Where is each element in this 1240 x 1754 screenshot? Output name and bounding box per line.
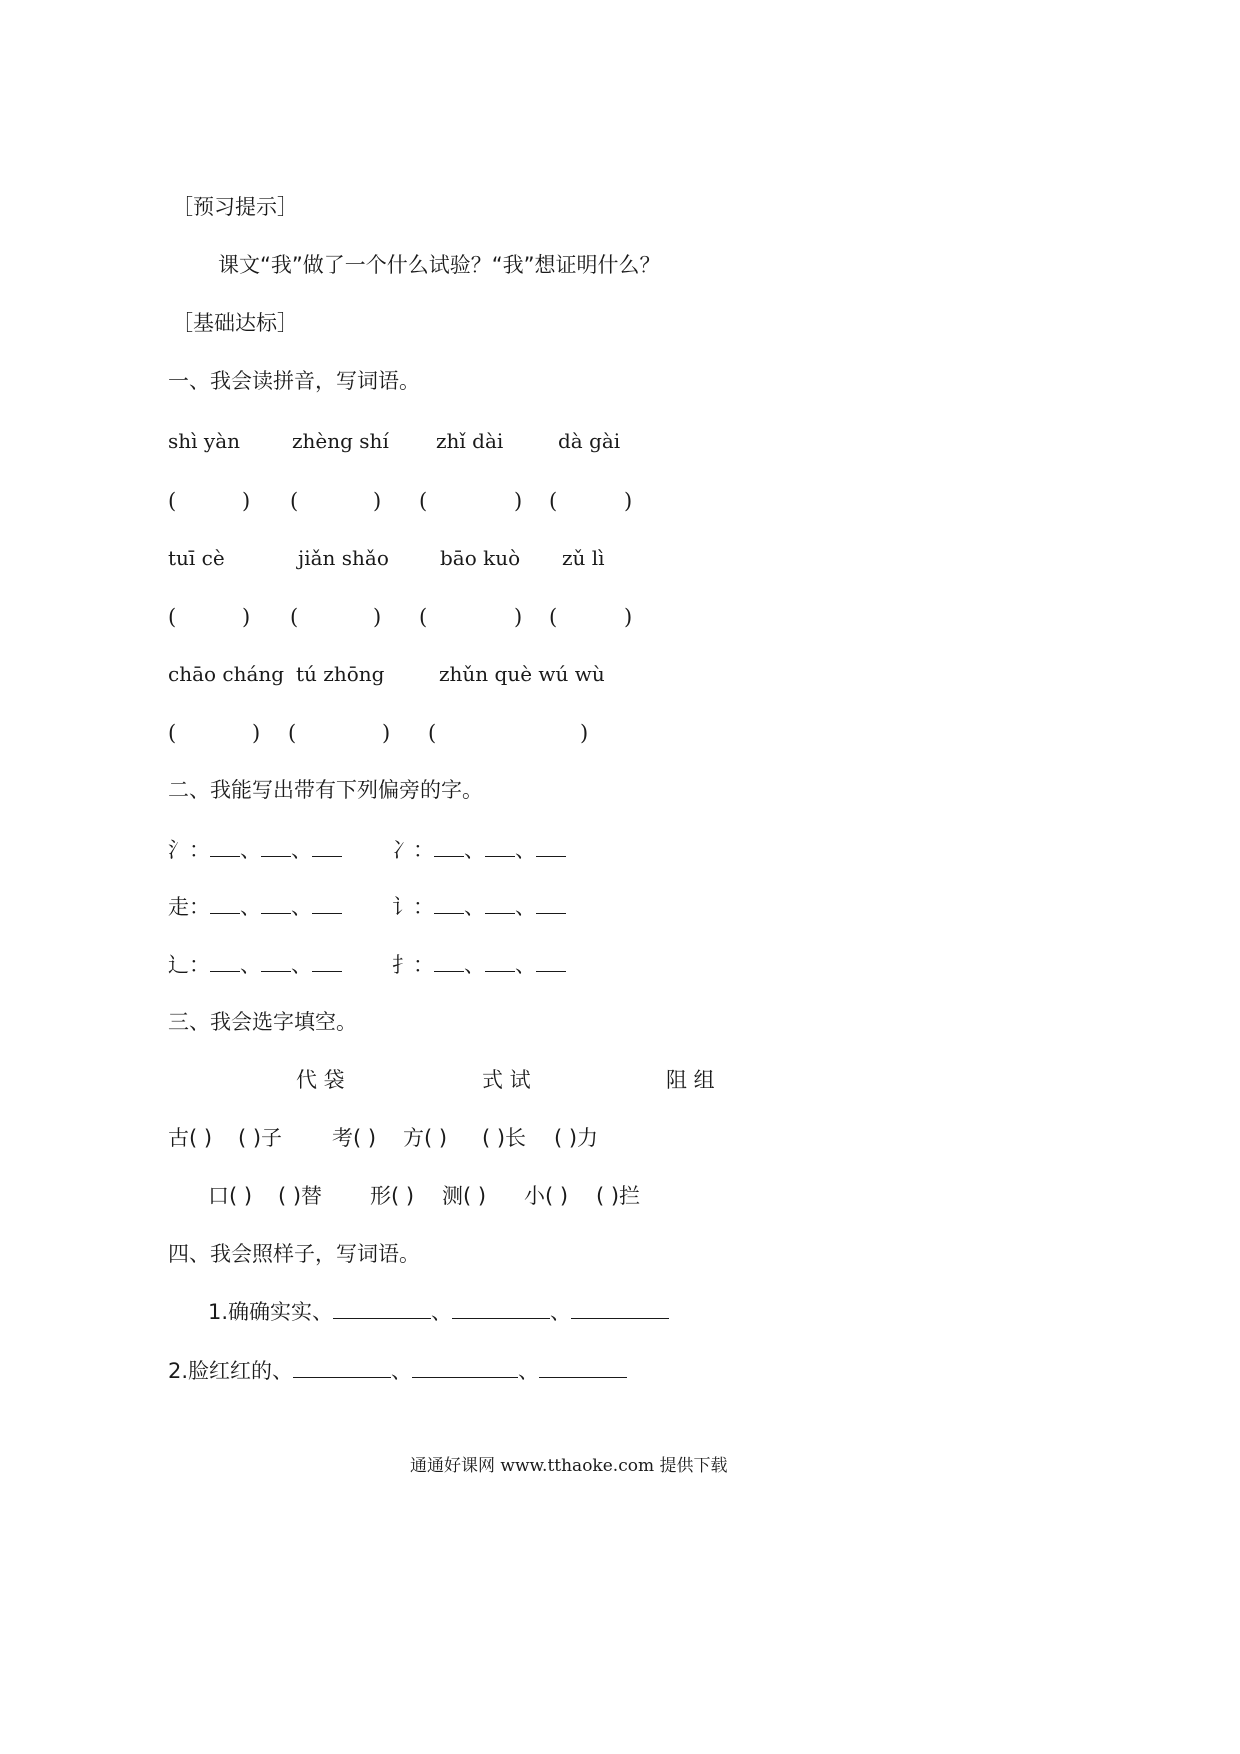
blank-line[interactable] <box>485 893 515 914</box>
pinyin: chāo cháng <box>168 662 285 686</box>
blank-line[interactable] <box>293 1357 391 1378</box>
answer-close: ) <box>514 489 523 513</box>
blank-line[interactable] <box>434 951 464 972</box>
pinyin: zhèng shí <box>292 429 389 453</box>
blank-line[interactable] <box>434 836 464 857</box>
answer-open: ( <box>288 721 297 745</box>
q4-title: 四、我会照样子，写词语。 <box>168 1242 420 1266</box>
q1-title: 一、我会读拼音，写词语。 <box>168 369 420 393</box>
blank-line[interactable] <box>261 893 291 914</box>
blank-line[interactable] <box>452 1298 550 1319</box>
separator: 、 <box>464 895 485 919</box>
blank-line[interactable] <box>312 893 342 914</box>
blank-line[interactable] <box>261 951 291 972</box>
radical-label: 讠： <box>392 895 434 919</box>
blank-line[interactable] <box>210 893 240 914</box>
pinyin: tuī cè <box>168 546 225 570</box>
fill-item[interactable]: 口( ) <box>208 1184 253 1208</box>
q3-title: 三、我会选字填空。 <box>168 1010 357 1034</box>
answer-close: ) <box>373 605 382 629</box>
pinyin: tú zhōng <box>296 662 385 686</box>
pinyin: shì yàn <box>168 429 241 453</box>
radical-label: 扌： <box>392 953 434 977</box>
answer-open: ( <box>168 721 177 745</box>
answer-close: ) <box>242 605 251 629</box>
answer-open: ( <box>290 489 299 513</box>
radical-label: 冫： <box>392 838 434 862</box>
blank-line[interactable] <box>485 951 515 972</box>
choice-pair: 阻 组 <box>666 1068 715 1092</box>
fill-item[interactable]: ( )替 <box>278 1184 323 1208</box>
separator: 、 <box>550 1300 572 1324</box>
blank-line[interactable] <box>539 1357 627 1378</box>
blank-line[interactable] <box>571 1298 669 1319</box>
answer-close: ) <box>373 489 382 513</box>
separator: 、 <box>431 1300 453 1324</box>
pattern-row <box>208 1298 669 1326</box>
answer-open: ( <box>549 605 558 629</box>
answer-close: ) <box>624 605 633 629</box>
answer-close: ) <box>252 721 261 745</box>
blank-line[interactable] <box>485 836 515 857</box>
separator: 、 <box>240 838 261 862</box>
pinyin: zhǐ dài <box>436 429 504 453</box>
fill-item[interactable]: 方( ) <box>403 1126 448 1150</box>
pattern-example: 1.确确实实、 <box>208 1300 334 1324</box>
fill-item[interactable]: 古( ) <box>168 1126 213 1150</box>
fill-item[interactable]: ( )子 <box>238 1126 283 1150</box>
answer-open: ( <box>290 605 299 629</box>
basic-heading: ［基础达标］ <box>172 311 298 335</box>
separator: 、 <box>464 953 485 977</box>
pinyin: dà gài <box>558 429 621 453</box>
preview-question: 课文“我”做了一个什么试验？“我”想证明什么？ <box>218 253 661 277</box>
blank-line[interactable] <box>434 893 464 914</box>
pinyin: jiǎn shǎo <box>298 546 389 570</box>
blank-line[interactable] <box>536 893 566 914</box>
radical-row <box>392 893 566 921</box>
blank-line[interactable] <box>536 951 566 972</box>
radical-label: 辶： <box>168 953 210 977</box>
separator: 、 <box>518 1359 540 1383</box>
answer-close: ) <box>624 489 633 513</box>
fill-item[interactable]: ( )拦 <box>596 1184 641 1208</box>
separator: 、 <box>291 838 312 862</box>
radical-row <box>168 951 342 979</box>
choice-pair: 式 试 <box>482 1068 531 1092</box>
answer-open: ( <box>419 489 428 513</box>
preview-heading: ［预习提示］ <box>172 195 298 219</box>
answer-close: ) <box>514 605 523 629</box>
separator: 、 <box>464 838 485 862</box>
fill-item[interactable]: ( )长 <box>482 1126 527 1150</box>
blank-line[interactable] <box>312 951 342 972</box>
blank-line[interactable] <box>536 836 566 857</box>
blank-line[interactable] <box>261 836 291 857</box>
answer-open: ( <box>168 605 177 629</box>
separator: 、 <box>515 838 536 862</box>
radical-row <box>392 951 566 979</box>
separator: 、 <box>391 1359 413 1383</box>
blank-line[interactable] <box>312 836 342 857</box>
answer-open: ( <box>419 605 428 629</box>
answer-open: ( <box>168 489 177 513</box>
radical-row <box>168 836 342 864</box>
radical-row <box>392 836 566 864</box>
separator: 、 <box>240 895 261 919</box>
separator: 、 <box>291 953 312 977</box>
fill-item[interactable]: 考( ) <box>332 1126 377 1150</box>
fill-item[interactable]: 小( ) <box>524 1184 569 1208</box>
pinyin: zhǔn què wú wù <box>439 662 605 686</box>
radical-label: 走： <box>168 895 210 919</box>
fill-item[interactable]: 测( ) <box>442 1184 487 1208</box>
answer-open: ( <box>428 721 437 745</box>
radical-label: 氵： <box>168 838 210 862</box>
pattern-example: 2.脸红红的、 <box>168 1359 294 1383</box>
footer-text: 通通好课网 www.tthaoke.com 提供下载 <box>410 1456 728 1476</box>
separator: 、 <box>515 895 536 919</box>
blank-line[interactable] <box>210 951 240 972</box>
answer-close: ) <box>382 721 391 745</box>
blank-line[interactable] <box>210 836 240 857</box>
answer-open: ( <box>549 489 558 513</box>
separator: 、 <box>240 953 261 977</box>
fill-item[interactable]: ( )力 <box>554 1126 599 1150</box>
pinyin: bāo kuò <box>440 546 521 570</box>
answer-close: ) <box>242 489 251 513</box>
blank-line[interactable] <box>412 1357 518 1378</box>
separator: 、 <box>291 895 312 919</box>
choice-pair: 代 袋 <box>296 1068 345 1092</box>
pinyin: zǔ lì <box>562 546 605 570</box>
pattern-row <box>168 1357 627 1385</box>
answer-close: ) <box>580 721 589 745</box>
separator: 、 <box>515 953 536 977</box>
blank-line[interactable] <box>333 1298 431 1319</box>
fill-item[interactable]: 形( ) <box>370 1184 415 1208</box>
radical-row <box>168 893 342 921</box>
q2-title: 二、我能写出带有下列偏旁的字。 <box>168 778 483 802</box>
